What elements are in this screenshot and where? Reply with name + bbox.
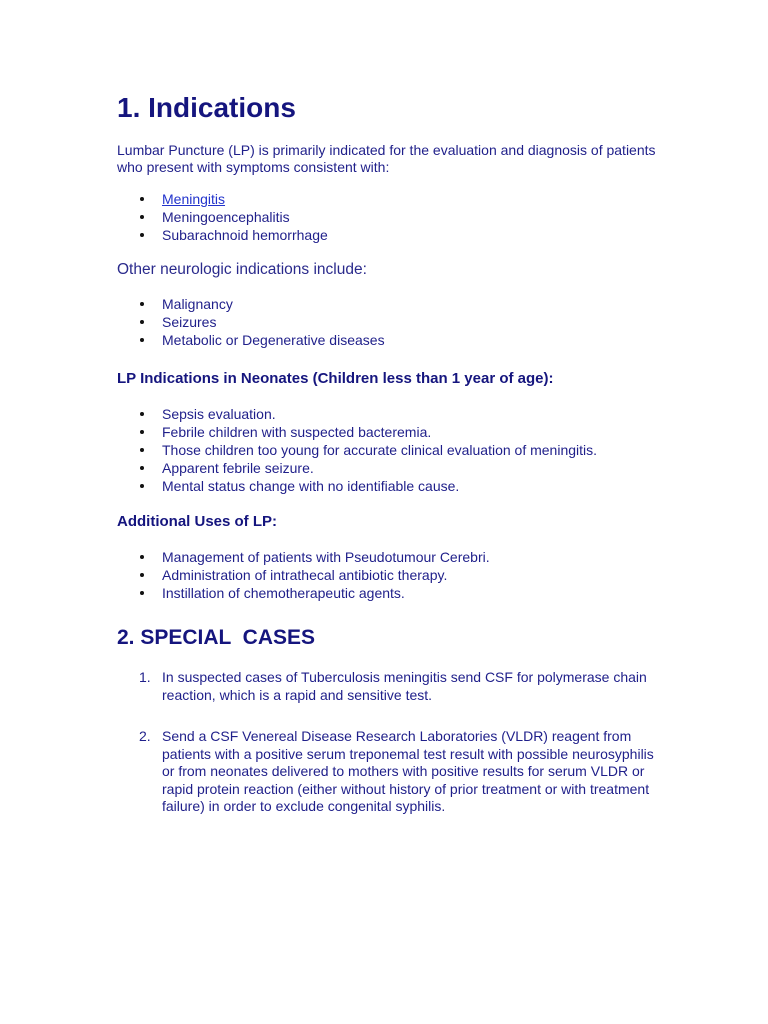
- additional-uses-heading: Additional Uses of LP:: [117, 513, 278, 530]
- list-item: Febrile children with suspected bacteremia.: [117, 423, 657, 441]
- special-cases-list: [117, 669, 657, 816]
- symptoms-list: [117, 190, 657, 244]
- section-2-heading: 2. SPECIAL CASES: [117, 626, 316, 649]
- list-item-text: Send a CSF Venereal Disease Research Laboratories (VLDR) reagent from patients with a positive serum treponemal test result with possible neurosyphilis or from neonates delivered to mothers with positive results for serum VLDR or rapid protein reaction (either without history of prior treatment or with treatment failure) in order to exclude congenital syphilis.: [162, 728, 654, 814]
- intro-paragraph: Lumbar Puncture (LP) is primarily indicated for the evaluation and diagnosis of patients who present with symptoms consistent with:: [117, 142, 656, 175]
- list-item: Management of patients with Pseudotumour Cerebri.: [117, 548, 657, 566]
- list-number: 2.: [139, 728, 151, 744]
- list-item: Mental status change with no identifiable cause.: [117, 477, 657, 495]
- list-item: [117, 669, 657, 704]
- list-item: Those children too young for accurate clinical evaluation of meningitis.: [117, 441, 657, 459]
- list-item: Apparent febrile seizure.: [117, 459, 657, 477]
- additional-uses-list: [117, 548, 657, 602]
- section-1-heading: 1. Indications: [117, 92, 296, 123]
- list-item[interactable]: [117, 190, 657, 208]
- list-item: [117, 728, 657, 816]
- neonates-list: [117, 405, 657, 495]
- list-item: Administration of intrathecal antibiotic therapy.: [117, 566, 657, 584]
- list-item: Instillation of chemotherapeutic agents.: [117, 584, 657, 602]
- meningitis-link[interactable]: Meningitis: [162, 191, 226, 207]
- list-item: Sepsis evaluation.: [117, 405, 657, 423]
- list-item: Metabolic or Degenerative diseases: [117, 331, 657, 349]
- list-item: Malignancy: [117, 295, 657, 313]
- list-number: 1.: [139, 669, 151, 685]
- list-item-text: In suspected cases of Tuberculosis meningitis send CSF for polymerase chain reaction, which is a rapid and sensitive test.: [162, 669, 647, 703]
- list-item: Seizures: [117, 313, 657, 331]
- document-page: [117, 86, 657, 816]
- other-indications-list: [117, 295, 657, 349]
- neonates-heading: LP Indications in Neonates (Children less than 1 year of age):: [117, 370, 554, 387]
- other-indications-heading: Other neurologic indications include:: [117, 261, 367, 278]
- list-item: Meningoencephalitis: [117, 208, 657, 226]
- list-item: Subarachnoid hemorrhage: [117, 226, 657, 244]
